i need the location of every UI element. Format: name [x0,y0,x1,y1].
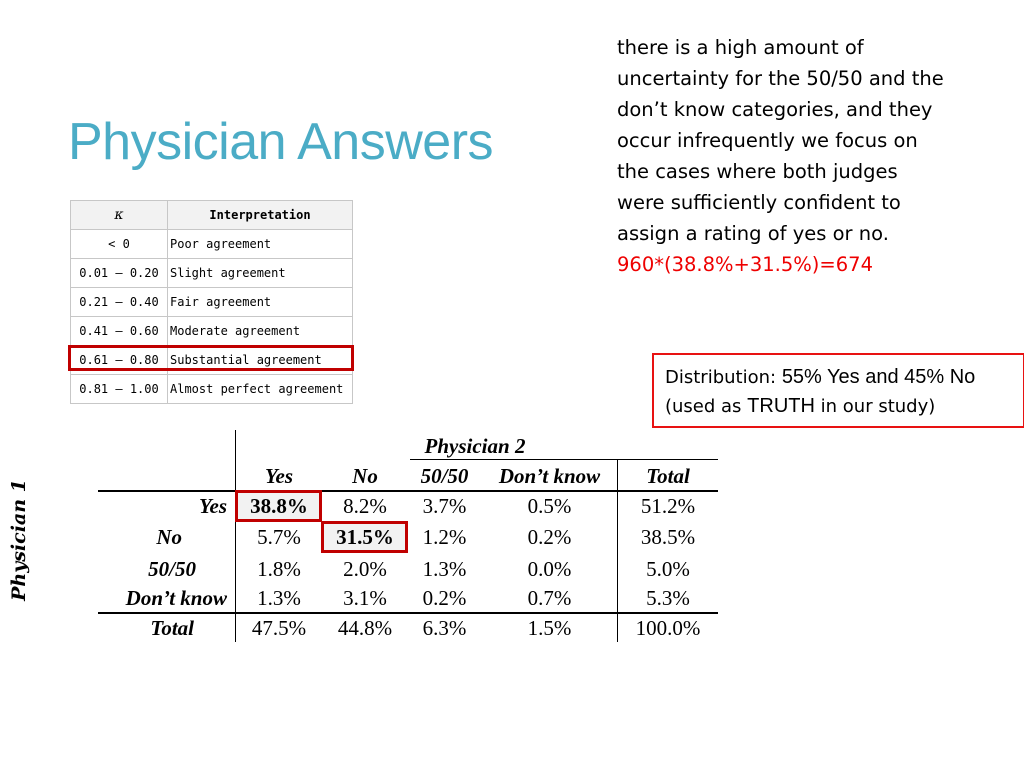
distribution-note-post: in our study) [814,396,936,417]
note-text: there is a high amount of uncertainty for the 50/50 and the don’t know categories, and they occur infrequently we focus on the cases where both judges were sufficiently confident to assign a rating of yes or no. [617,36,944,245]
table-cell: 3.1% [343,586,387,610]
distribution-highlight: 55% Yes and 45% No [781,366,976,388]
table-cell: 1.3% [422,557,467,581]
table-cell: 0.0% [527,557,572,581]
column-header: Total [646,464,690,488]
table-cell: 38.5% [640,525,696,549]
kappa-range: < 0 [71,230,168,259]
table-cell: 1.8% [257,557,301,581]
kappa-range: 0.81 – 1.00 [71,375,168,404]
table-cell: 2.0% [343,557,387,581]
table-cell: 47.5% [251,616,307,640]
distribution-note-pre: (used as [665,396,748,417]
column-header: No [352,464,378,488]
kappa-interp: Poor agreement [168,230,353,259]
table-cell: 8.2% [343,494,387,518]
row-header: Don’t know [125,586,227,610]
kappa-interp: Slight agreement [168,259,353,288]
distribution-label: Distribution: [665,367,782,388]
column-header: 50/50 [420,464,469,488]
column-header: Don’t know [498,464,601,488]
table-cell: 5.7% [257,525,301,549]
table-cell: 31.5% [336,525,394,549]
interpretation-header: Interpretation [168,201,353,230]
kappa-header: κ [71,201,168,230]
row-header: Total [150,616,194,640]
physician-1-label-text: Physician 1 [8,479,30,601]
row-header: No [156,525,182,549]
table-cell: 6.3% [422,616,467,640]
table-cell: 5.0% [646,557,690,581]
kappa-range: 0.61 – 0.80 [71,346,168,375]
distribution-truth: TRUTH [747,395,815,417]
row-header: 50/50 [148,557,196,581]
kappa-range: 0.41 – 0.60 [71,317,168,346]
kappa-interp: Fair agreement [168,288,353,317]
table-cell: 0.2% [422,586,467,610]
row-header: Yes [199,494,227,518]
table-cell: 3.7% [422,494,467,518]
kappa-interp: Moderate agreement [168,317,353,346]
table-cell: 100.0% [635,616,701,640]
table-cell: 0.7% [527,586,572,610]
table-cell: 0.5% [527,494,572,518]
slide-title: Physician Answers [68,113,494,171]
physician-2-axis-label: Physician 2 [424,434,526,458]
table-cell: 1.3% [257,586,301,610]
kappa-range: 0.21 – 0.40 [71,288,168,317]
kappa-interp: Almost perfect agreement [168,375,353,404]
table-cell: 51.2% [640,494,696,518]
table-cell: 44.8% [337,616,393,640]
kappa-range: 0.01 – 0.20 [71,259,168,288]
table-cell: 0.2% [527,525,572,549]
column-header: Yes [265,464,293,488]
table-cell: 5.3% [646,586,690,610]
note-calculation: 960*(38.8%+31.5%)=674 [617,253,873,276]
table-cell: 38.8% [250,494,308,518]
kappa-interp: Substantial agreement [168,346,353,375]
table-cell: 1.5% [527,616,572,640]
table-cell: 1.2% [422,525,467,549]
